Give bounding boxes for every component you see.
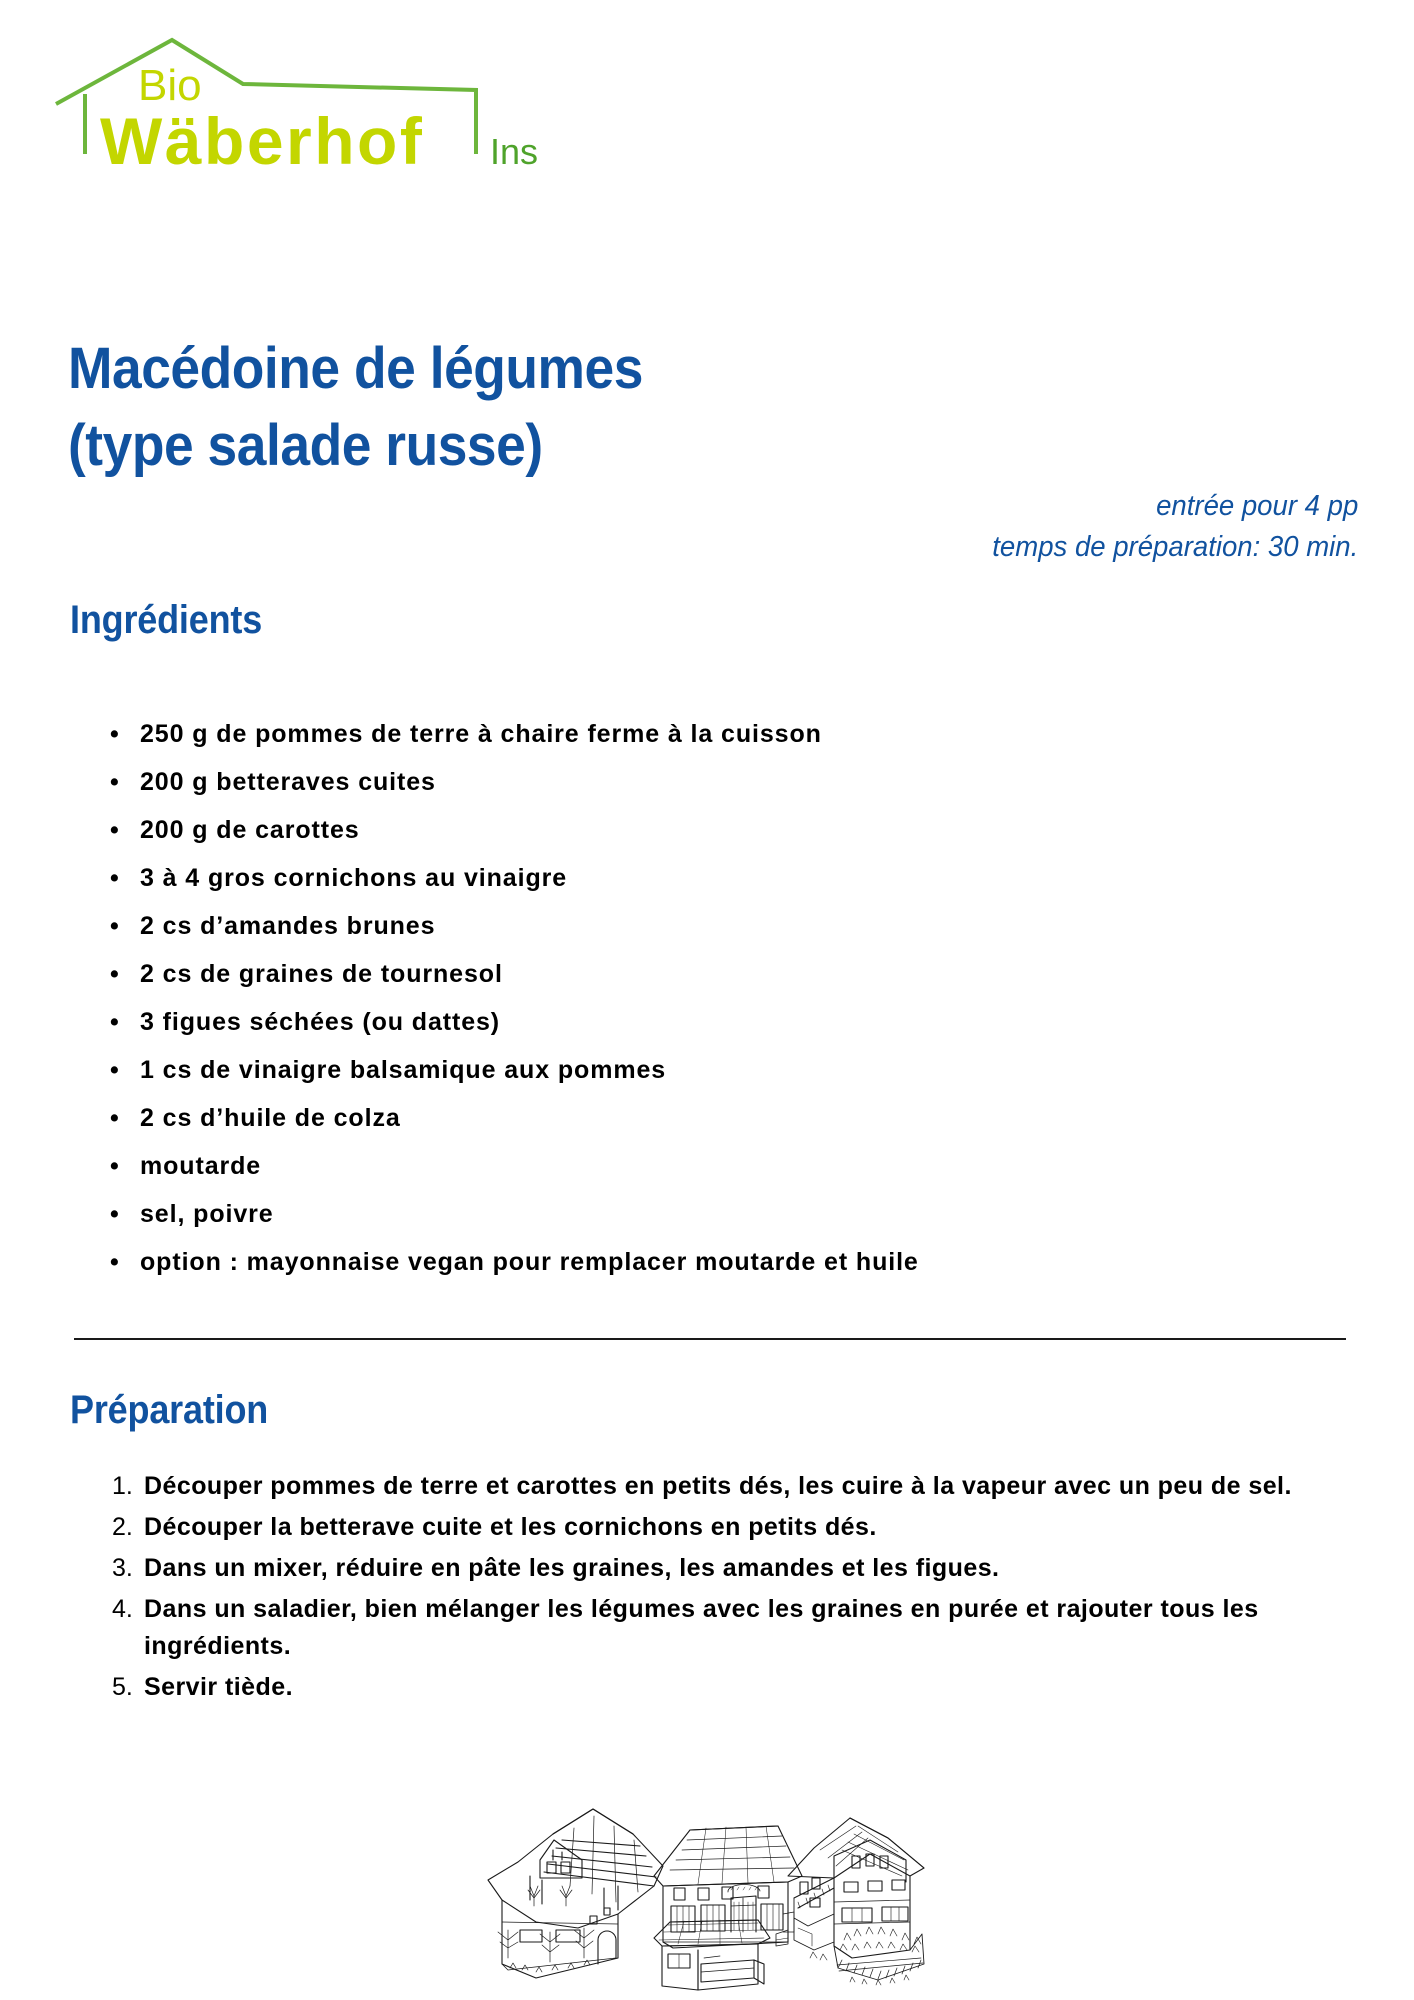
ingredient-item: • 3 figues séchées (ou dattes) bbox=[104, 998, 1354, 1046]
ingredients-heading: Ingrédients bbox=[70, 598, 263, 642]
step-text: Dans un mixer, réduire en pâte les graines, les amandes et les figues. bbox=[144, 1554, 1000, 1582]
recipe-title-block bbox=[68, 330, 1358, 484]
step-text: Servir tiède. bbox=[144, 1673, 293, 1701]
step-text: Découper la betterave cuite et les cornichons en petits dés. bbox=[144, 1513, 877, 1541]
preparation-heading: Préparation bbox=[70, 1388, 269, 1432]
ingredient-item: • 200 g betteraves cuites bbox=[104, 758, 1354, 806]
ingredient-item: • 2 cs d’huile de colza bbox=[104, 1094, 1354, 1142]
recipe-title-line-2: (type salade russe) bbox=[68, 413, 543, 479]
ingredients-list bbox=[104, 710, 1354, 1286]
preparation-steps-list bbox=[112, 1468, 1342, 1710]
ingredient-item: • sel, poivre bbox=[104, 1190, 1354, 1238]
recipe-meta bbox=[992, 486, 1358, 568]
recipe-title-line-1: Macédoine de légumes bbox=[68, 336, 643, 401]
ingredient-item: • 1 cs de vinaigre balsamique aux pommes bbox=[104, 1046, 1354, 1094]
step-text: Découper pommes de terre et carottes en petits dés, les cuire à la vapeur avec un peu de sel. bbox=[144, 1472, 1292, 1500]
ingredient-item: • 200 g de carottes bbox=[104, 806, 1354, 854]
ingredient-item: • 250 g de pommes de terre à chaire ferme à la cuisson bbox=[104, 710, 1354, 758]
step-number: 5. bbox=[112, 1673, 133, 1701]
ingredient-item: • 3 à 4 gros cornichons au vinaigre bbox=[104, 854, 1354, 902]
step-number: 1. bbox=[112, 1472, 133, 1500]
preparation-step bbox=[112, 1509, 1342, 1546]
ingredient-item: • 2 cs de graines de tournesol bbox=[104, 950, 1354, 998]
logo-waberhof-text: Wäberhof bbox=[100, 104, 425, 178]
brand-logo bbox=[38, 22, 638, 202]
preparation-step bbox=[112, 1550, 1342, 1587]
farmhouse-illustration bbox=[458, 1782, 948, 2000]
section-divider bbox=[74, 1338, 1346, 1340]
step-number: 3. bbox=[112, 1554, 133, 1582]
ingredient-item: • option : mayonnaise vegan pour remplacer moutarde et huile bbox=[104, 1238, 1354, 1286]
logo-bio-text: Bio bbox=[138, 61, 202, 110]
logo-ins-text: Ins bbox=[490, 131, 539, 172]
step-number: 2. bbox=[112, 1513, 133, 1541]
recipe-prep-time: temps de préparation: 30 min. bbox=[991, 531, 1358, 564]
ingredient-item: • moutarde bbox=[104, 1142, 1354, 1190]
recipe-servings: entrée pour 4 pp bbox=[1155, 490, 1358, 522]
step-text: Dans un saladier, bien mélanger les légumes avec les graines en purée et rajouter tous les ingrédients. bbox=[144, 1595, 1259, 1660]
step-number: 4. bbox=[112, 1595, 133, 1623]
preparation-step bbox=[112, 1669, 1342, 1706]
logo-house-outline bbox=[38, 22, 638, 202]
preparation-step bbox=[112, 1468, 1342, 1505]
ingredient-item: • 2 cs d’amandes brunes bbox=[104, 902, 1354, 950]
preparation-step bbox=[112, 1591, 1342, 1665]
